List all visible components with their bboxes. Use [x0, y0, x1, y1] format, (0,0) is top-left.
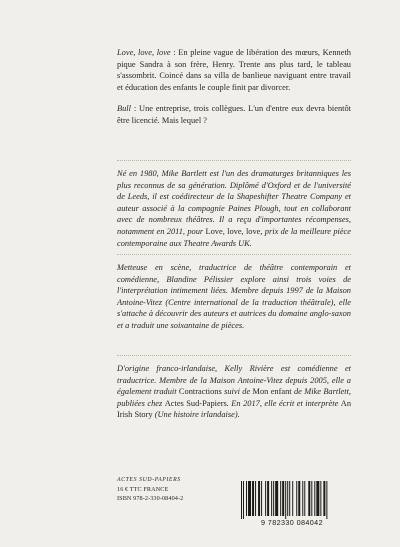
barcode-bar	[326, 481, 327, 519]
barcode-bar	[296, 481, 297, 516]
barcode-bar	[243, 481, 244, 519]
barcode-bar	[316, 481, 319, 516]
divider	[117, 254, 351, 255]
barcode-bar	[292, 481, 293, 516]
barcode-bar	[273, 481, 274, 516]
barcode-bar	[252, 481, 254, 516]
barcode-bar	[271, 481, 272, 516]
barcode-bar	[280, 481, 281, 516]
barcode-bar	[258, 481, 260, 516]
barcode-bar	[323, 481, 325, 516]
barcode-bar	[267, 481, 269, 516]
summary-bull: Bull : Une entreprise, trois collègues. L'un d'entre eux devra bientôt être licencié. Mais lequel ?	[117, 104, 351, 125]
barcode-bar	[314, 481, 315, 516]
translator-bio-riviere: D'origine franco-irlandaise, Kelly Rivière est comédienne et traductrice. Membre de la Maison Antoine-Vitez depuis 2005, elle a également traduit Contractions suivi de Mon enfant de Mike Bartlett, publiées chez Actes Sud-Papiers. En 2017, elle écrit et interprète An Irish Story (Une histoire irlandaise).	[117, 364, 352, 420]
barcode-bar	[265, 481, 266, 516]
barcode-bar	[289, 481, 290, 516]
divider	[117, 355, 351, 356]
barcode-bar	[275, 481, 278, 516]
author-bio: Né en 1980, Mike Bartlett est l'un des dramaturges britanniques les plus reconnus de sa génération. Diplômé d'Oxford et de l'université de Leeds, il est coédirecteur de la Shapeshifter Theatre Company et auteur associé à la compagnie Paines Plough, tout en collaborant avec de nombreux théâtres. Il a reçu d'importantes récompenses, notamment en 2011, pour Love, love, love, prix de la meilleure pièce contemporaine aux Theatre Awards UK.	[117, 169, 351, 248]
barcode-bar	[261, 481, 262, 516]
summary-block	[117, 47, 351, 127]
barcode-bar	[248, 481, 251, 516]
divider	[117, 160, 351, 161]
barcode-bar	[255, 481, 256, 516]
publisher-info	[117, 476, 237, 503]
play-title-love: Love, love, love	[117, 48, 171, 57]
barcode-bar	[285, 481, 286, 519]
barcode-bar	[282, 481, 284, 516]
barcode-bar	[241, 481, 242, 519]
barcode-bar	[320, 481, 321, 516]
barcode-bar	[308, 481, 310, 516]
barcode-digits: 9 782330 084042	[261, 518, 323, 527]
barcode-bar	[287, 481, 288, 516]
price: 16 € TTC FRANCE	[117, 486, 169, 493]
barcode	[235, 479, 349, 527]
translator-bio-pelissier: Metteuse en scène, traductrice de théâtre contemporain et comédienne, Blandine Pélissier explore ainsi trois voies de l'interprétation intimement liées. Membre depuis 1997 de la Maison Antoine-Vitez (Centre international de la traduction théâtrale), elle s'attache à découvrir des auteurs et autrices du domaine anglo-saxon et a traduit une soixantaine de pièces.	[117, 263, 351, 330]
barcode-bar	[302, 481, 303, 516]
play-title: Love, love, love	[205, 226, 261, 236]
barcode-bar	[304, 481, 305, 516]
summary-love: Love, love, love : En pleine vague de libération des mœurs, Kenneth pique Sandra à son frère, Henry. Trente ans plus tard, le tableau s'assombrit. Coincé dans sa villa de banlieue naviguant entre travail et éducation des enfants le couple finit par divorcer.	[117, 48, 351, 92]
barcode-bar	[311, 481, 312, 516]
barcode-bar	[246, 481, 247, 516]
barcode-bar	[298, 481, 300, 516]
publisher-name: ACTES SUD-PAPIERS	[117, 477, 181, 483]
play-title-bull: Bull	[117, 104, 131, 114]
barcode-bars	[241, 481, 327, 519]
isbn: ISBN 978-2-330-08404-2	[117, 495, 184, 502]
